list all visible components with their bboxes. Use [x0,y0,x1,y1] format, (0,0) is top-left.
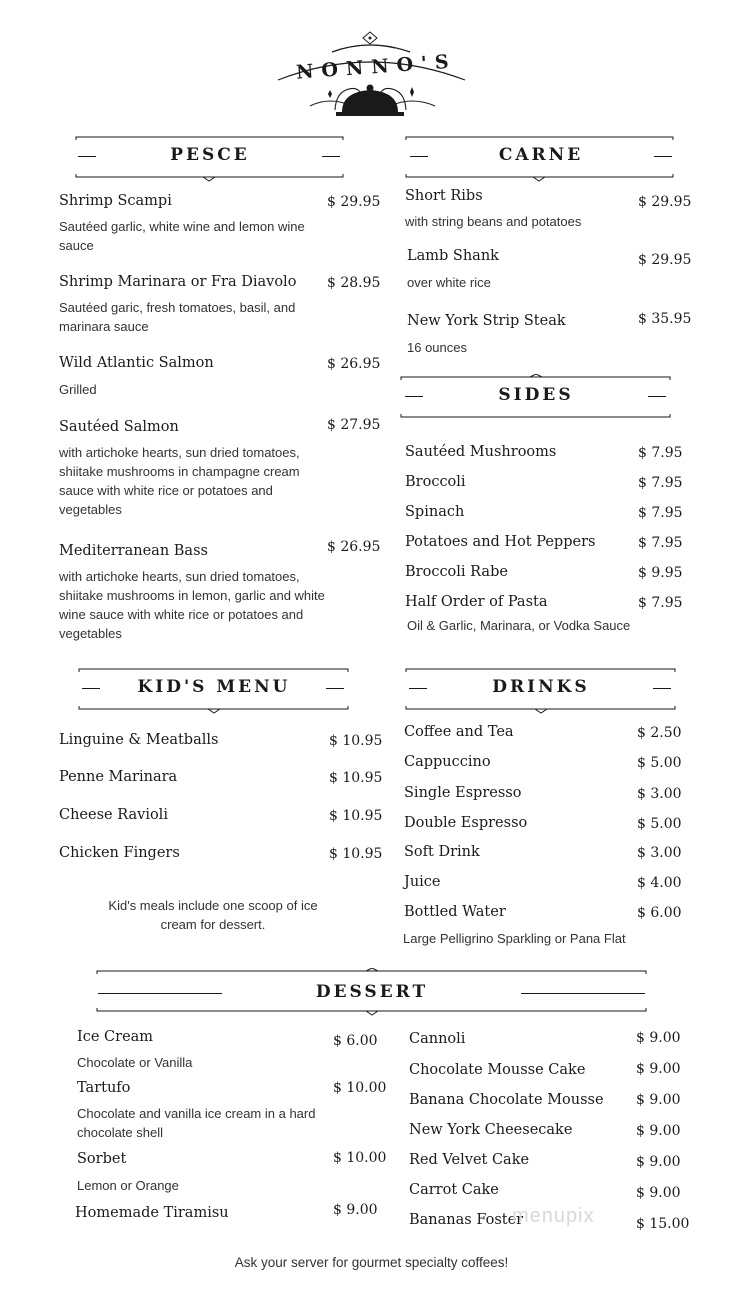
menu-item-desc: Lemon or Orange [77,1178,179,1193]
menu-item-name: Sautéed Salmon [59,419,179,435]
menu-item-name: Cannoli [409,1031,466,1047]
sides-note: Oil & Garlic, Marinara, or Vodka Sauce [407,618,631,633]
menu-item-price: $ 2.50 [637,725,682,741]
divider [654,156,672,157]
section-heading-carne: CARNE [498,145,584,165]
menu-item-name: Carrot Cake [409,1182,499,1198]
menu-item-name: Cappuccino [404,754,491,770]
menu-item-price: $ 7.95 [638,535,683,551]
menu-item-name: Bottled Water [404,904,506,920]
divider [326,688,344,689]
menu-item-name: Double Espresso [404,815,528,831]
menu-item-name: New York Cheesecake [409,1122,573,1138]
menu-item-name: Soft Drink [404,844,480,860]
menu-item-name: Chicken Fingers [59,845,180,861]
menu-item-price: $ 26.95 [327,539,381,555]
menu-item-price: $ 29.95 [327,194,381,210]
menu-item-name: Lamb Shank [407,248,499,264]
menu-item-price: $ 10.00 [333,1150,387,1166]
menu-item-name: Tartufo [77,1080,131,1096]
menu-item-name: Ice Cream [77,1029,154,1045]
menu-item-price: $ 35.95 [638,311,692,327]
menu-item-name: Broccoli [405,474,466,490]
menu-item-desc: with artichoke hearts, sun dried tomatoes, shiitake mushrooms in champagne cream sauce with white rice or potatoes and vegetables [59,445,300,517]
menu-item-name: Coffee and Tea [404,724,514,740]
menu-item-desc: Grilled [59,382,97,397]
menu-item-desc: 16 ounces [407,340,467,355]
menu-item-name: Sautéed Mushrooms [405,444,557,460]
menu-item-price: $ 10.95 [329,846,383,862]
divider [405,396,423,397]
menu-item-price: $ 9.00 [636,1185,681,1201]
divider [409,688,427,689]
menu-item-name: Spinach [405,504,465,520]
menu-item-name: Short Ribs [405,188,483,204]
menu-item-price: $ 27.95 [327,417,381,433]
menu-item-name: Chocolate Mousse Cake [409,1062,586,1078]
menu-item-price: $ 7.95 [638,475,683,491]
menu-item-name: Broccoli Rabe [405,564,508,580]
menu-item-price: $ 9.00 [333,1202,378,1218]
kids-note: Kid's meals include one scoop of ice cream for dessert. [108,898,318,932]
watermark-text: menupix [512,1205,595,1227]
menu-item-price: $ 28.95 [327,275,381,291]
menu-item-price: $ 10.95 [329,770,383,786]
divider [653,688,671,689]
menu-item-name: Mediterranean Bass [59,543,208,559]
menu-item-price: $ 5.00 [637,755,682,771]
menu-item-desc: with artichoke hearts, sun dried tomatoes, shiitake mushrooms in lemon, garlic and white wine sauce with white rice or potatoes and vegetables [59,569,325,641]
menu-item-price: $ 15.00 [636,1216,690,1232]
menu-item-price: $ 6.00 [333,1033,378,1049]
menu-item-desc: Sautéed garic, fresh tomatoes, basil, and marinara sauce [59,300,296,334]
menu-item-price: $ 9.00 [636,1154,681,1170]
logo-text: NONNO'S [295,50,458,84]
menu-item-name: Sorbet [77,1151,127,1167]
menu-item-desc: with string beans and potatoes [405,214,582,229]
menu-item-price: $ 7.95 [638,445,683,461]
divider [648,396,666,397]
section-heading-kids: KID'S MENU [137,677,291,697]
divider [410,156,428,157]
menu-item-name: Penne Marinara [59,769,178,785]
menu-item-desc: Chocolate and vanilla ice cream in a hard chocolate shell [77,1106,316,1140]
menu-item-name: Homemade Tiramisu [75,1205,229,1221]
menu-item-name: Shrimp Marinara or Fra Diavolo [59,274,297,290]
menu-item-name: Single Espresso [404,785,522,801]
menu-item-price: $ 9.00 [636,1092,681,1108]
menu-item-price: $ 6.00 [637,905,682,921]
drinks-note: Large Pelligrino Sparkling or Pana Flat [403,931,626,946]
menu-item-name: Banana Chocolate Mousse [409,1092,604,1108]
menu-item-name: Half Order of Pasta [405,594,548,610]
menu-item-price: $ 9.00 [636,1061,681,1077]
section-heading-drinks: DRINKS [492,677,590,697]
menu-item-price: $ 3.00 [637,845,682,861]
divider [82,688,100,689]
menu-item-name: Wild Atlantic Salmon [59,355,214,371]
menu-item-desc: Sautéed garlic, white wine and lemon wine sauce [59,219,305,253]
footer-note: Ask your server for gourmet specialty coffees! [234,1255,509,1270]
menu-item-name: Juice [404,874,441,890]
menu-item-price: $ 10.95 [329,808,383,824]
menu-item-name: Shrimp Scampi [59,193,172,209]
menu-item-price: $ 26.95 [327,356,381,372]
menu-item-price: $ 9.00 [636,1123,681,1139]
section-heading-dessert: DESSERT [315,982,429,1002]
menu-item-name: Bananas Foster [409,1212,524,1228]
menu-item-price: $ 29.95 [638,252,692,268]
menu-item-price: $ 29.95 [638,194,692,210]
divider [98,993,222,994]
menu-item-price: $ 10.95 [329,733,383,749]
menu-item-name: Red Velvet Cake [409,1152,530,1168]
menu-item-price: $ 4.00 [637,875,682,891]
menu-item-price: $ 7.95 [638,505,683,521]
section-heading-sides: SIDES [498,385,574,405]
section-heading-pesce: PESCE [170,145,250,165]
divider [322,156,340,157]
divider [78,156,96,157]
menu-item-name: New York Strip Steak [407,313,566,329]
menu-item-price: $ 7.95 [638,595,683,611]
menu-item-price: $ 5.00 [637,816,682,832]
menu-item-price: $ 10.00 [333,1080,387,1096]
menu-item-name: Potatoes and Hot Peppers [405,534,596,550]
menu-item-desc: over white rice [407,275,491,290]
menu-item-desc: Chocolate or Vanilla [77,1055,193,1070]
menu-item-price: $ 9.95 [638,565,683,581]
menu-item-price: $ 3.00 [637,786,682,802]
menu-item-name: Linguine & Meatballs [59,732,219,748]
divider [521,993,645,994]
menu-item-name: Cheese Ravioli [59,807,168,823]
menu-item-price: $ 9.00 [636,1030,681,1046]
